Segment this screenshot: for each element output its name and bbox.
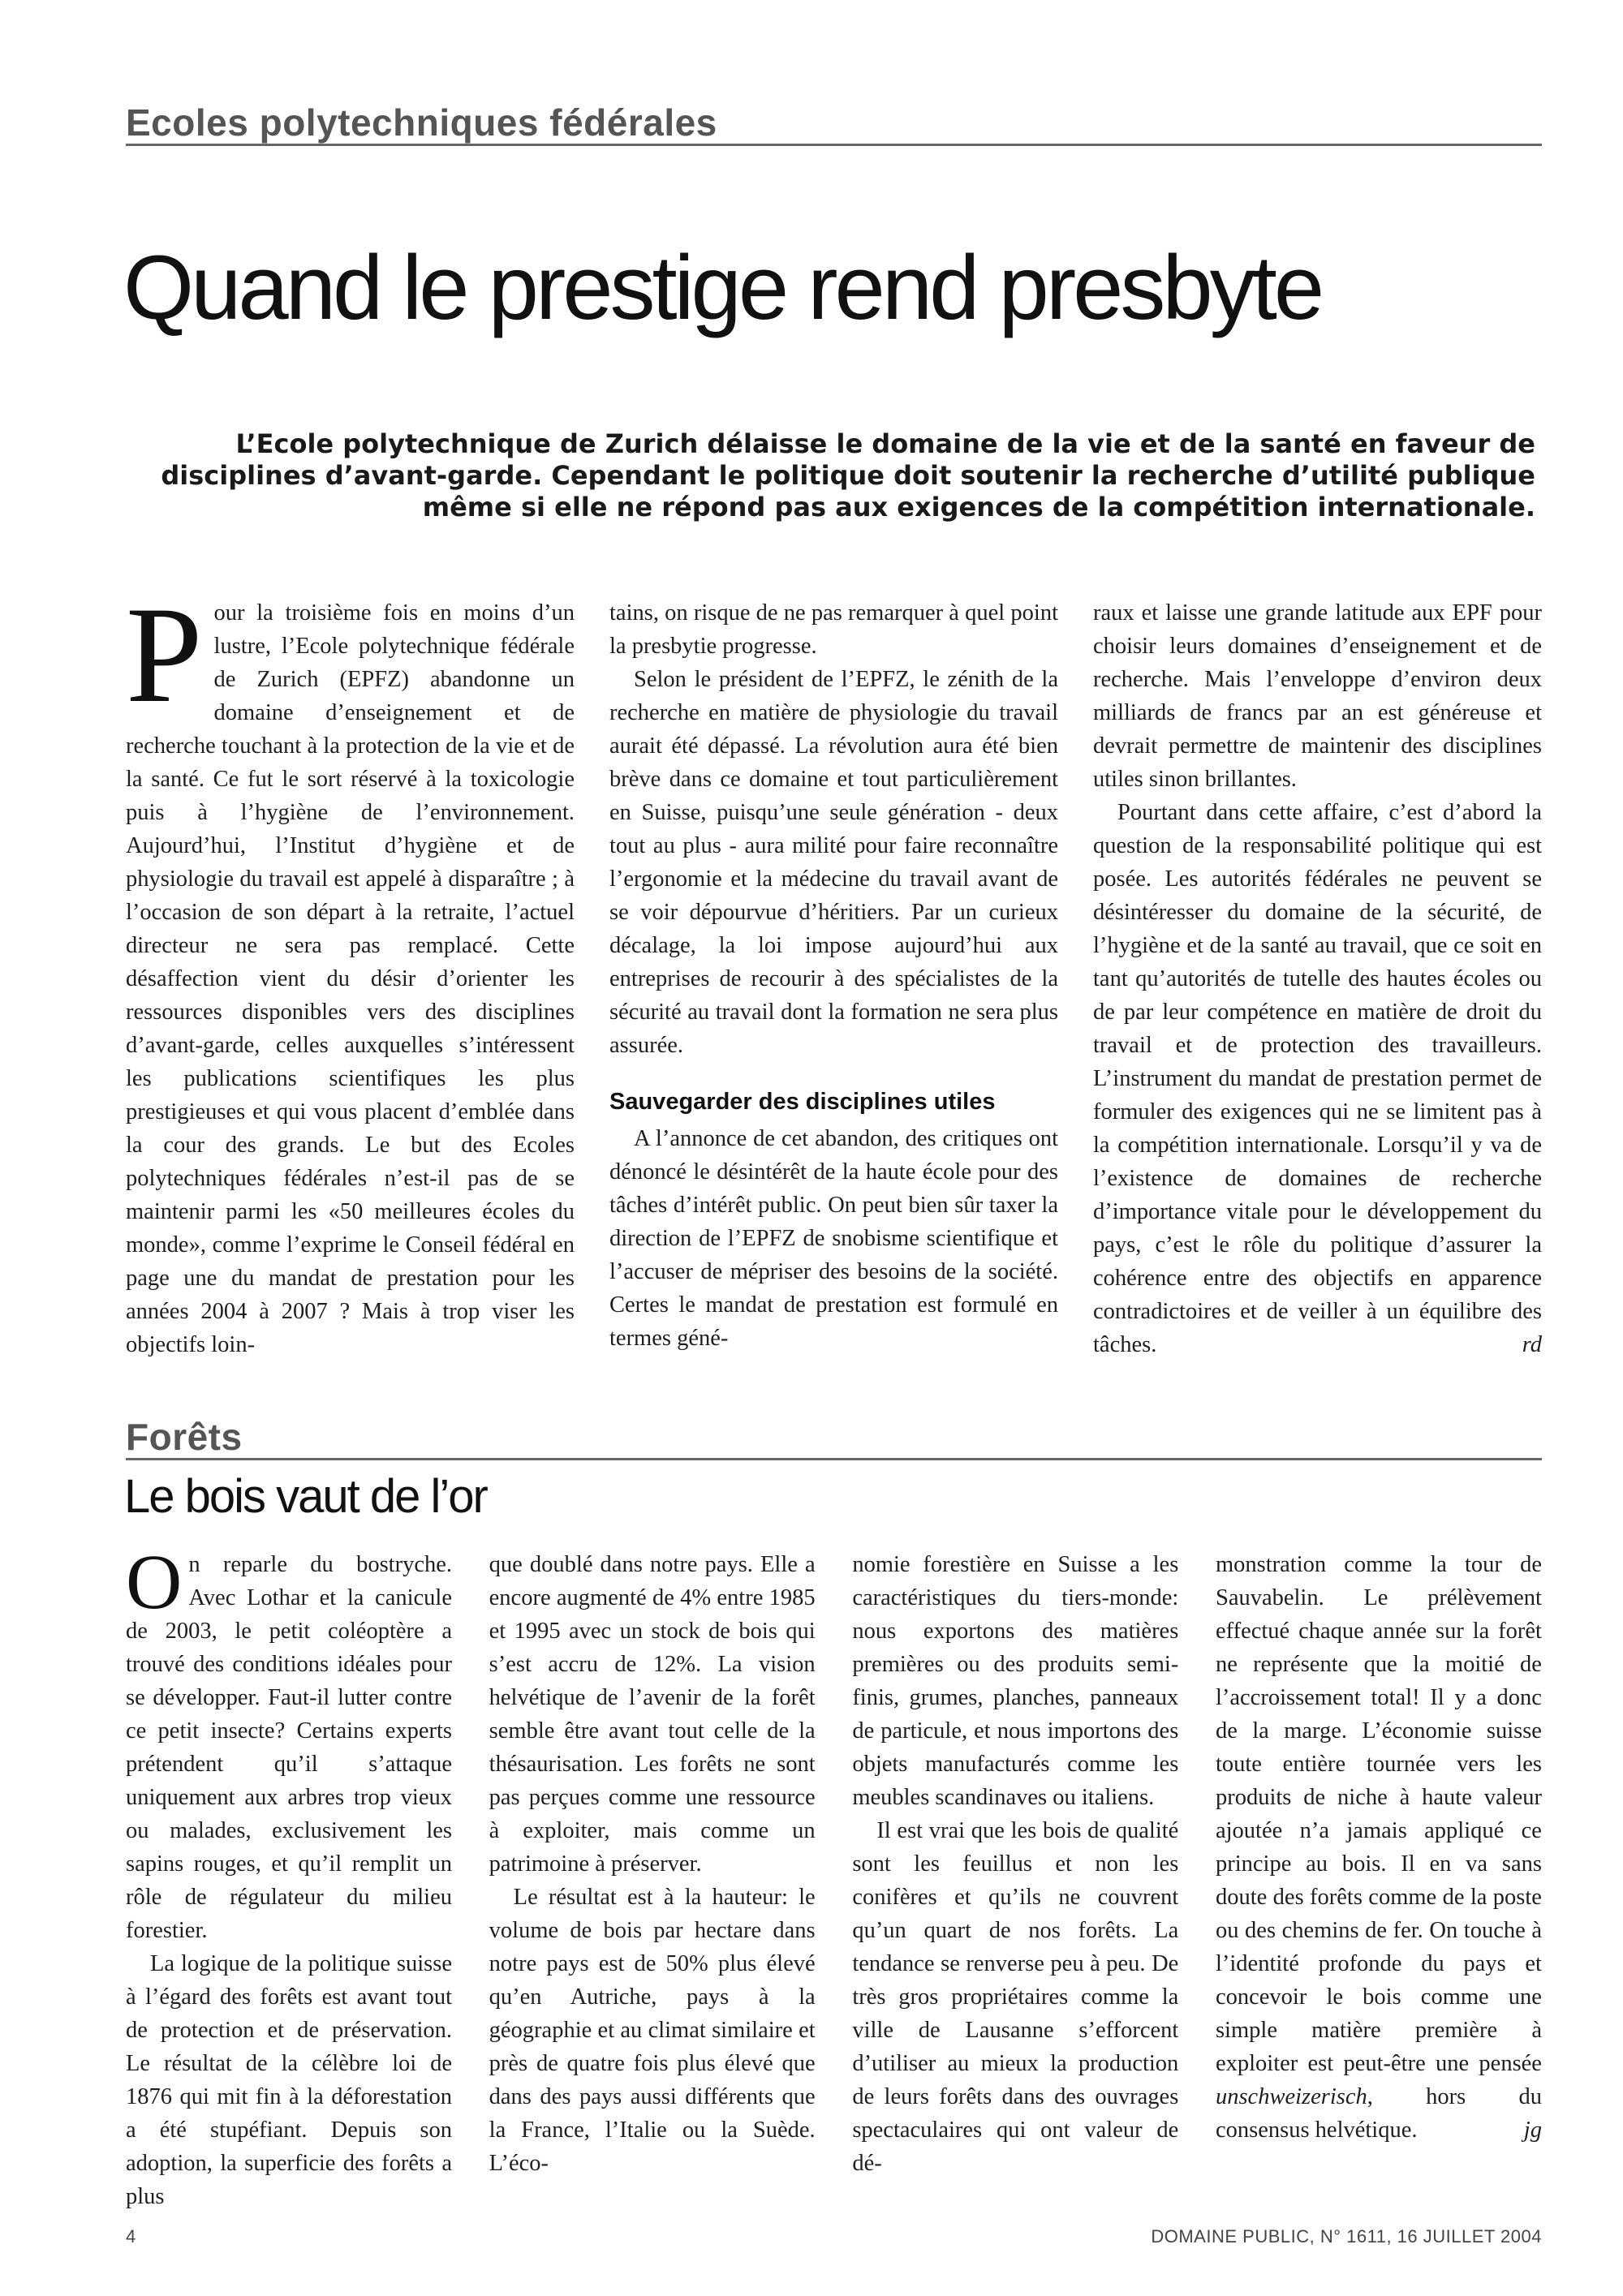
drop-cap: O bbox=[126, 1538, 183, 1625]
section-label: Forêts bbox=[126, 1416, 243, 1458]
paragraph: que doublé dans notre pays. Elle a encore augmenté de 4% entre 1985 et 1995 avec un stock de bois qui s’est accru de 12%. La vision helvétique de l’avenir de la forêt semble être avant tout celle de la thésaurisation. Les forêts ne sont pas perçues comme une ressource à exploiter, mais comme un patrimoine à préserver. bbox=[489, 1552, 816, 1877]
paragraph: Il est vrai que les bois de qualité sont les feuillus et non les conifères et qu’ils ne couvrent qu’un quart de nos forêts. La tendance se renverse peu à peu. De très gros propriétaires comme la ville de Lausanne s’efforcent d’utiliser au mieux la production de leurs forêts dans des ouvrages spectaculaires qui ont valeur de dé- bbox=[852, 1818, 1179, 2176]
paragraph: La logique de la politique suisse à l’égard des forêts est avant tout de protection et de préservation. Le résultat de la célèbre loi de 1876 qui mit fin à la déforestation a été stupéfiant. Depuis son adoption, la superficie des forêts a plus bbox=[126, 1951, 452, 2209]
author-initials: rd bbox=[1522, 1332, 1542, 1357]
author-initials: jg bbox=[1523, 2118, 1542, 2143]
section-rubric-1 bbox=[126, 101, 1542, 146]
article2-column-3 bbox=[852, 1548, 1178, 2181]
article2-column-4 bbox=[1216, 1548, 1542, 2181]
paragraph: Pourtant dans cette affaire, c’est d’abord la question de la responsabilité politique qui est posée. Les autorités fédérales ne peuvent se désintéresser du domaine de la sécurité, de l’hygiène et de la santé au travail, que ce soit en tant qu’autorités de tutelle des hautes écoles ou de par leur compétence en matière de droit du travail et de protection des travailleurs. L’instrument du mandat de prestation permet de formuler des exigences qui ne se limitent pas à la compétition internationale. Lorsqu’il y va de l’existence de domaines de recherche d’importance vitale pour le développement du pays, c’est le rôle du politique d’assurer la cohérence entre des objectifs en apparence contradictoires et de veiller à un équilibre des tâches. bbox=[1093, 800, 1542, 1357]
article2-column-2 bbox=[489, 1548, 816, 2181]
publication-line: DOMAINE PUBLIC, N° 1611, 16 JUILLET 2004 bbox=[1151, 2226, 1542, 2247]
article-headline: Le bois vaut de l’or bbox=[124, 1470, 487, 1523]
article-body-2 bbox=[126, 1538, 1542, 2209]
page-number: 4 bbox=[126, 2226, 136, 2247]
paragraph: nomie forestière en Suisse a les caractéristiques du tiers-monde: nous exportons des matières premières ou des produits semi-finis, grumes, planches, panneaux de particule, et nous importons des objets manufacturés comme les meubles scandinaves ou italiens. bbox=[852, 1552, 1179, 1810]
article1-column-1 bbox=[126, 578, 575, 1359]
section-label: Ecoles polytechniques fédérales bbox=[126, 101, 717, 144]
article1-column-3 bbox=[1093, 596, 1542, 1359]
paragraph: , hors du consensus helvétique. bbox=[1215, 2084, 1542, 2143]
italic-word: unschweizerisch bbox=[1215, 2084, 1367, 2109]
paragraph: n reparle du bostryche. Avec Lothar et la canicule de 2003, le petit coléoptère a trouvé des conditions idéales pour se développer. Faut-il lutter contre ce petit insecte? Certains experts prétendent qu’il s’attaque uniquement aux arbres trop vieux ou malades, exclusivement les sapins rouges, et qu’il remplit un rôle de régulateur du milieu forestier. bbox=[126, 1552, 452, 1943]
paragraph: raux et laisse une grande latitude aux EPF pour choisir leurs domaines d’enseignement et de recherche. Mais l’enveloppe d’environ deux milliards de francs par an est généreuse et devrait permettre de maintenir des disciplines utiles sinon brillantes. bbox=[1093, 600, 1542, 792]
article2-column-1 bbox=[126, 1538, 452, 2209]
paragraph: Selon le président de l’EPFZ, le zénith de la recherche en matière de physiologie du travail aurait été dépassé. La révolution aura été bien brève dans ce domaine et tout particulièrement en Suisse, puisqu’une seule génération - deux tout au plus - aura milité pour faire reconnaître l’ergonomie et la médecine du travail avant de se voir dépourvue d’héritiers. Par un curieux décalage, la loi impose aujourd’hui aux entreprises de recourir à des spécialistes de la sécurité au travail dont la formation ne sera plus assurée. bbox=[609, 667, 1058, 1058]
paragraph: our la troisième fois en moins d’un lustre, l’Ecole polytechnique fédérale de Zurich (EPFZ) abandonne un domaine d’enseignement et de recherche touchant à la protection de la vie et de la santé. Ce fut le sort réservé à la toxicologie puis à l’hygiène de l’environnement. Aujourd’hui, l’Institut d’hygiène et de physiologie du travail est appelé à disparaître ; à l’occasion de son départ à la retraite, l’actuel directeur ne sera pas remplacé. Cette désaffection vient du désir d’orienter les ressources disponibles vers des disciplines d’avant-garde, celles auxquelles s’intéressent les publications scientifiques les plus prestigieuses et qui vous placent d’emblée dans la cour des grands. Le but des Ecoles polytechniques fédérales n’est-il pas de se maintenir parmi les «50 meilleures écoles du monde», comme l’exprime le Conseil fédéral en page une du mandat de prestation pour les années 2004 à 2007 ? Mais à trop viser les objectifs loin- bbox=[126, 600, 575, 1357]
paragraph: tains, on risque de ne pas remarquer à quel point la presbytie progresse. bbox=[609, 600, 1058, 659]
section-rubric-2 bbox=[126, 1416, 1542, 1460]
drop-cap: P bbox=[126, 578, 203, 731]
article-lead: L’Ecole polytechnique de Zurich délaisse le domaine de la vie et de la santé en faveur de disciplines d’avant-garde. Cependant le politique doit soutenir la recherche d’utilité publique même si elle ne répond pas aux exigences de la compétition internationale. bbox=[161, 428, 1535, 522]
paragraph: A l’annonce de cet abandon, des critiques ont dénoncé le désintérêt de la haute école pour des tâches d’intérêt public. On peut bien sûr taxer la direction de l’EPFZ de snobisme scientifique et l’accuser de mépriser des besoins de la société. Certes le mandat de prestation est formulé en termes géné- bbox=[609, 1126, 1058, 1351]
paragraph: monstration comme la tour de Sauvabelin. Le prélèvement effectué chaque année sur la forêt ne représente que la moitié de l’accroissement total! Il y a donc de la marge. L’économie suisse toute entière tournée vers les produits de niche à haute valeur ajoutée n’a jamais appliqué ce principe au bois. Il en va sans doute des forêts comme de la poste ou des chemins de fer. On touche à l’identité profonde du pays et concevoir le bois comme une simple matière première à exploiter est peut-être une pensée bbox=[1215, 1552, 1542, 2076]
article1-column-2 bbox=[609, 596, 1058, 1359]
paragraph: Le résultat est à la hauteur: le volume de bois par hectare dans notre pays est de 50% plus élevé qu’en Autriche, pays à la géographie et au climat similaire et près de quatre fois plus élevé que dans des pays aussi différents que la France, l’Italie ou la Suède. L’éco- bbox=[489, 1885, 816, 2176]
article-body-1 bbox=[126, 578, 1542, 1359]
subheading: Sauvegarder des disciplines utiles bbox=[609, 1089, 996, 1115]
article-headline: Quand le prestige rend presbyte bbox=[123, 237, 1322, 338]
